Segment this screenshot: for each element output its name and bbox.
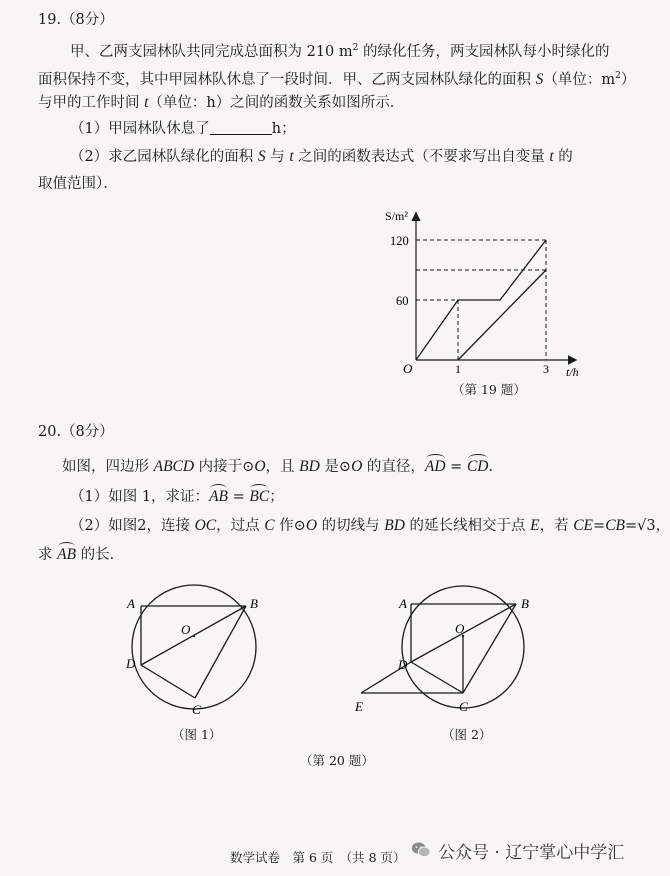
y-axis-label: S/m² [385,209,408,223]
q19-function-graph [375,206,585,379]
point-label: C [192,702,201,717]
y-tick-label: 60 [396,294,409,308]
origin-label: O [403,361,413,376]
q19-subquestion-2: （2）求乙园林队绿化的面积 S 与 t 之间的函数表达式（不要求写出自变量 t 的 [70,148,573,165]
q20-paragraph-line1: 如图，四边形 ABCD 内接于⊙O，且 BD 是⊙O 的直径，AD = CD． [62,458,503,475]
y-tick-label: 120 [390,234,409,248]
q20-subquestion-1: （1）如图 1，求证：AB = BC； [70,488,284,505]
answer-blank [210,120,272,135]
q19-paragraph-line2: 面积保持不变，其中甲园林队休息了一段时间．甲、乙两支园林队绿化的面积 S（单位：$m^2$） [38,70,636,88]
point-label: A [399,596,407,611]
point-label: E [355,699,363,714]
point-label: O [181,622,191,637]
x-tick-label: 3 [543,362,549,376]
q19-subquestion-2-cont: 取值范围）． [38,176,118,192]
q19-header: 19.（8分） [38,12,114,28]
q20-figure-2 [350,578,540,718]
point-label: A [127,596,135,611]
point-label: B [250,596,258,611]
point-label: D [126,656,136,671]
q19-paragraph-line3: 与甲的工作时间 t（单位：h）之间的函数关系如图所示． [38,94,405,111]
x-tick-label: 1 [455,362,461,376]
q20-caption: （第 20 题） [300,753,374,768]
point-label: O [455,621,465,636]
q20-header: 20.（8分） [38,424,114,440]
point-label: B [521,596,529,611]
series-jia-line [416,240,546,360]
q19-graph-caption: （第 19 题） [452,382,526,397]
circle-o [132,585,256,709]
q19-paragraph-line1: 甲、乙两支园林队共同完成总面积为 210 $m^2$ 的绿化任务，两支园林队每小时绿化的 [70,43,610,60]
q20-figure-1 [120,578,280,718]
page-footer: 数学试卷 第 6 页 （共 8 页） [230,850,406,865]
series-yi-line [458,270,546,360]
watermark-text: 公众号 · 辽宁掌心中学汇 [438,842,625,863]
watermark [410,836,624,864]
q20-figure-1-caption: （图 1） [172,727,222,742]
point-label: D [398,657,408,672]
q19-subquestion-1: （1）甲园林队休息了 h； [70,121,296,137]
x-axis-label: t/h [566,365,579,379]
point-label: C [459,699,468,714]
q20-subquestion-2-cont: 求 AB 的长． [38,546,125,563]
q20-subquestion-2: （2）如图2，连接 OC，过点 C 作⊙O 的切线与 BD 的延长线相交于点 E，若 CE=CB=√3， [70,517,670,534]
wechat-icon [410,839,432,861]
q20-figure-2-caption: （图 2） [442,727,492,742]
